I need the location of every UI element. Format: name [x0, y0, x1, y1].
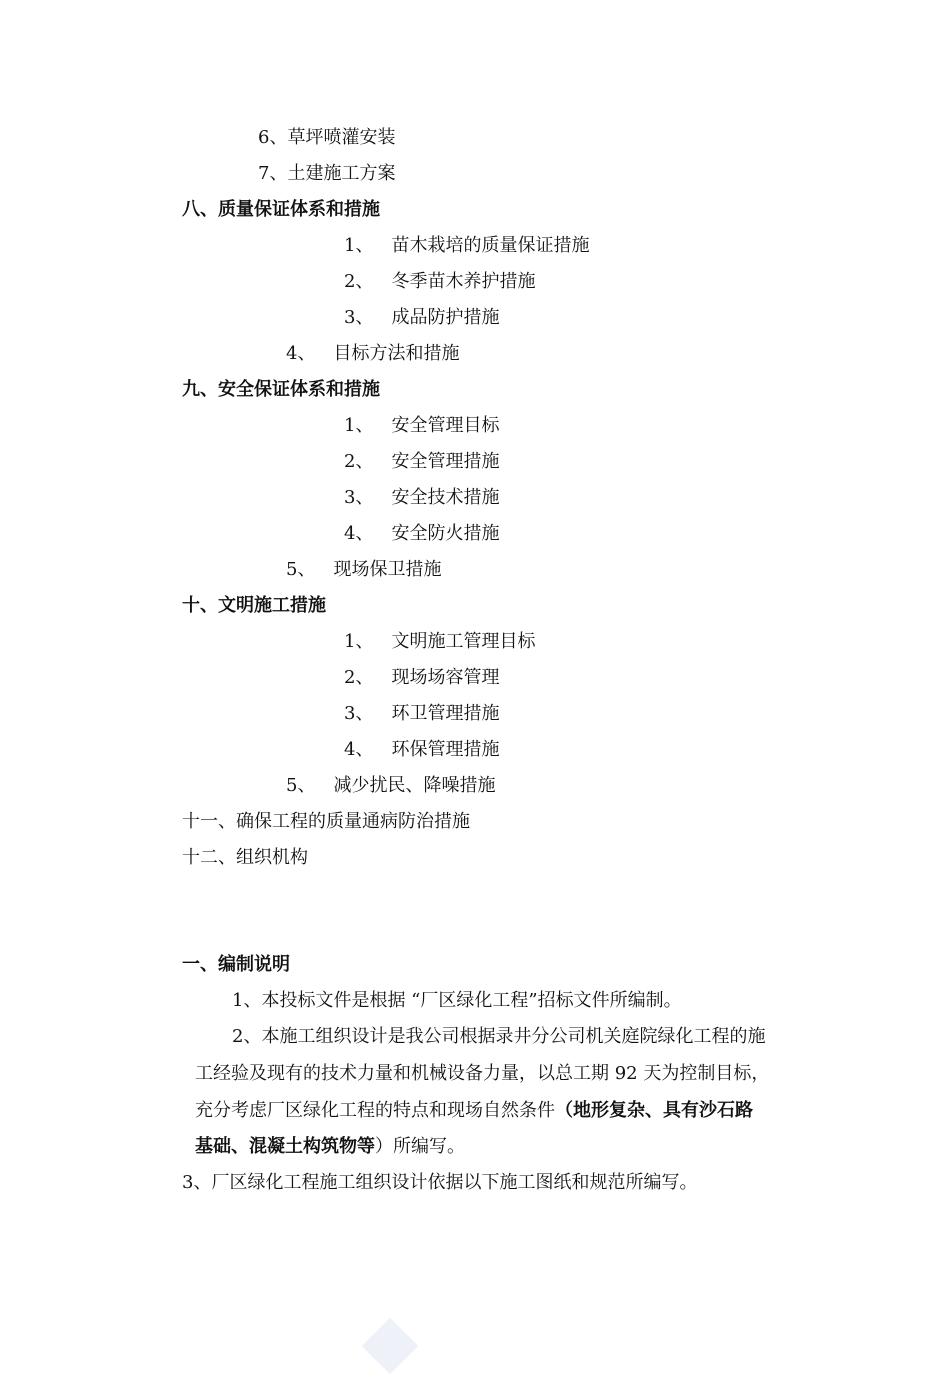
- toc-item: [344, 306, 499, 330]
- toc-item-number: 4、: [286, 343, 316, 364]
- toc-item-number: 3、: [344, 487, 374, 508]
- toc-item-text: 安全管理目标: [391, 415, 500, 436]
- paragraph-2-line: [195, 1135, 465, 1159]
- toc-item-text: 目标方法和措施: [333, 343, 460, 364]
- toc-item: [344, 486, 499, 510]
- toc-item: [344, 270, 535, 294]
- emphasis-text: 基础、混凝土构筑物等: [195, 1136, 375, 1157]
- toc-item: [344, 702, 499, 726]
- toc-item-number: 1、: [344, 415, 374, 436]
- toc-item: [344, 234, 589, 258]
- toc-item-number: 1、: [344, 631, 374, 652]
- toc-section-title: 十二、组织机构: [182, 847, 308, 868]
- toc-item-text: 安全技术措施: [391, 487, 500, 508]
- toc-item-text: 文明施工管理目标: [391, 631, 536, 652]
- toc-item-text: 环保管理措施: [391, 739, 500, 760]
- toc-section-title: 八、质量保证体系和措施: [182, 199, 380, 220]
- toc-section-title: 十、文明施工措施: [182, 595, 326, 616]
- toc-section-title: 九、安全保证体系和措施: [182, 379, 380, 400]
- paragraph-3: 3、厂区绿化工程施工组织设计依据以下施工图纸和规范所编写。: [182, 1172, 698, 1193]
- toc-item-number: 2、: [344, 451, 374, 472]
- toc-item: [344, 450, 499, 474]
- emphasis-text: （地形复杂、具有沙石路: [555, 1100, 753, 1121]
- toc-item: 7、土建施工方案: [258, 163, 396, 184]
- toc-item: [344, 738, 499, 762]
- paragraph-2-line: 2、本施工组织设计是我公司根据录井分公司机关庭院绿化工程的施: [232, 1026, 766, 1047]
- toc-section-title: 十一、确保工程的质量通病防治措施: [182, 811, 470, 832]
- watermark-logo-fragment: [362, 1318, 419, 1374]
- section-heading: 一、编制说明: [182, 954, 290, 975]
- toc-item: [286, 774, 495, 798]
- toc-item: 6、草坪喷灌安装: [258, 127, 396, 148]
- toc-item-number: 3、: [344, 703, 374, 724]
- toc-item: [286, 342, 459, 366]
- toc-item-text: 环卫管理措施: [391, 703, 500, 724]
- toc-item: [286, 558, 441, 582]
- toc-item-number: 1、: [344, 235, 374, 256]
- toc-item-number: 4、: [344, 739, 374, 760]
- toc-item-number: 5、: [286, 775, 316, 796]
- paragraph-text: ）所编写。: [375, 1136, 465, 1157]
- toc-item-text: 安全防火措施: [391, 523, 500, 544]
- toc-item: [344, 630, 535, 654]
- toc-item-text: 安全管理措施: [391, 451, 500, 472]
- toc-item-text: 现场场容管理: [391, 667, 500, 688]
- toc-item-text: 成品防护措施: [391, 307, 500, 328]
- paragraph-2-line: 工经验及现有的技术力量和机械设备力量，以总工期 92 天为控制目标，: [195, 1063, 770, 1084]
- toc-item-text: 减少扰民、降噪措施: [333, 775, 496, 796]
- toc-item: [344, 666, 499, 690]
- toc-item: [344, 414, 499, 438]
- paragraph-text: 充分考虑厂区绿化工程的特点和现场自然条件: [195, 1100, 555, 1121]
- toc-item-number: 3、: [344, 307, 374, 328]
- paragraph-1: 1、本投标文件是根据 “厂区绿化工程”招标文件所编制。: [232, 990, 682, 1011]
- toc-item-text: 现场保卫措施: [333, 559, 442, 580]
- toc-item-number: 2、: [344, 667, 374, 688]
- paragraph-2-line: [195, 1099, 753, 1123]
- toc-item-number: 5、: [286, 559, 316, 580]
- toc-item-number: 4、: [344, 523, 374, 544]
- toc-item-text: 苗木栽培的质量保证措施: [391, 235, 590, 256]
- toc-item: [344, 522, 499, 546]
- toc-item-number: 2、: [344, 271, 374, 292]
- toc-item-text: 冬季苗木养护措施: [391, 271, 536, 292]
